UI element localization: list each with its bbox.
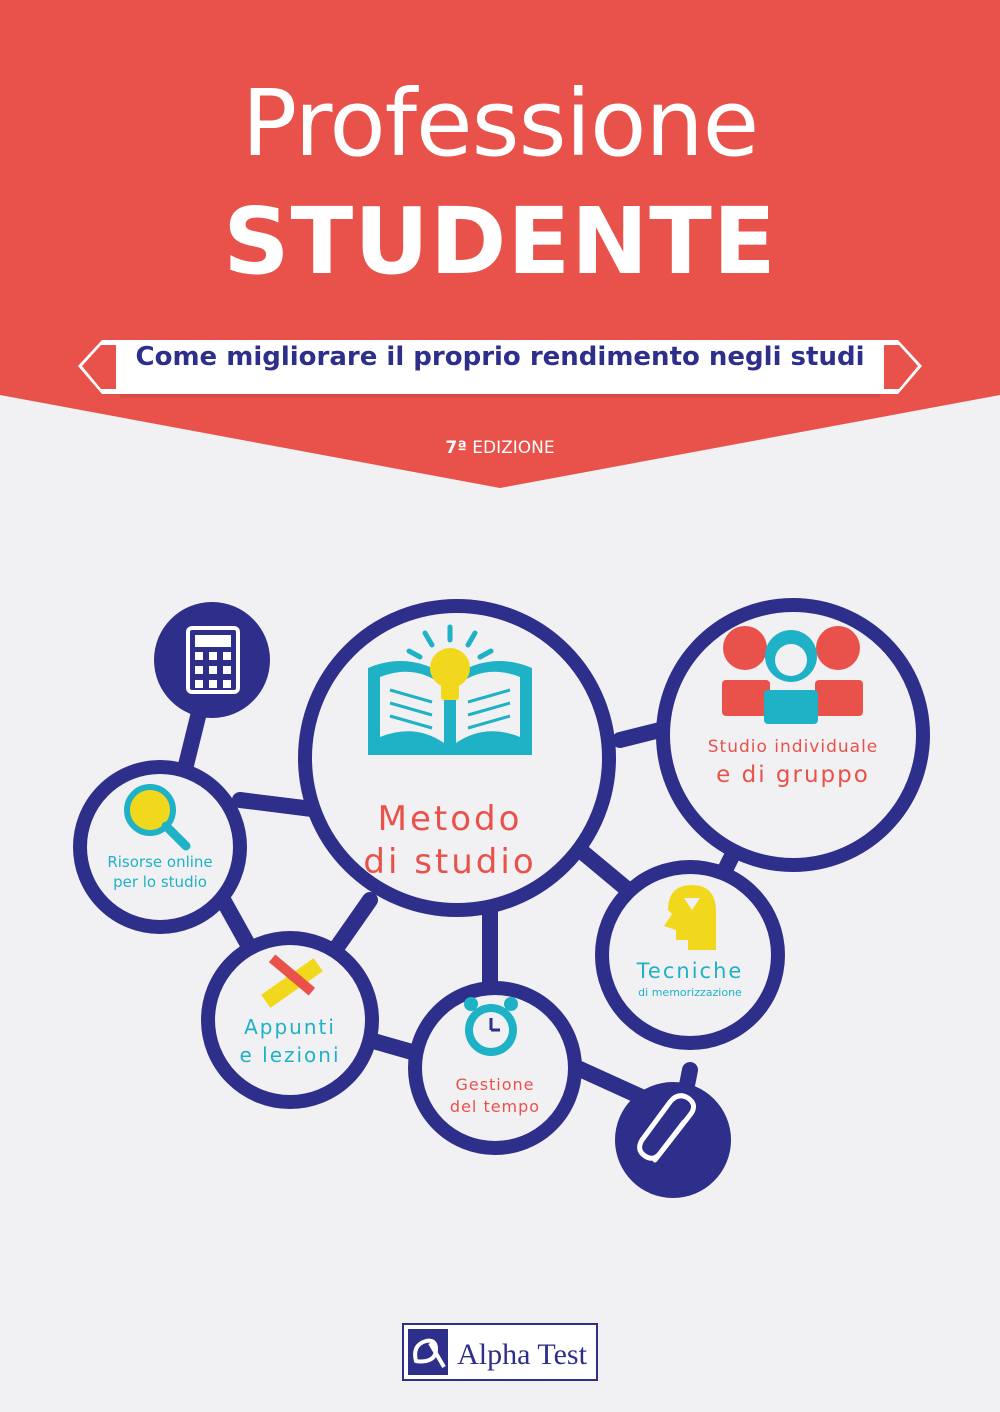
risorse-label-line2: per lo studio xyxy=(113,873,207,891)
gestione-label-line2: del tempo xyxy=(449,1097,541,1116)
tecniche-label-line2: di memorizzazione xyxy=(638,986,742,999)
edition-number: 7ª xyxy=(445,438,467,458)
study-method-diagram xyxy=(0,560,1000,1220)
studio-label-line2: e di gruppo xyxy=(716,762,870,788)
node-gestione xyxy=(415,988,575,1148)
edition-word: EDIZIONE xyxy=(472,438,555,458)
gestione-label-line1: Gestione xyxy=(455,1075,535,1094)
node-risorse-online xyxy=(80,767,240,927)
calculator-icon xyxy=(188,628,238,692)
node-metodo-di-studio xyxy=(305,606,609,910)
appunti-label-line2: e lezioni xyxy=(239,1043,341,1067)
node-studio-individuale xyxy=(663,605,923,865)
center-label-line2: di studio xyxy=(363,842,537,882)
node-tecniche xyxy=(602,867,778,1043)
edition-label xyxy=(0,440,1000,457)
alpha-test-logo xyxy=(402,1323,598,1381)
node-paperclip xyxy=(615,1082,731,1198)
node-appunti xyxy=(208,938,372,1102)
publisher-name: Alpha Test xyxy=(457,1338,587,1371)
appunti-label-line1: Appunti xyxy=(244,1015,336,1039)
subtitle: Come migliorare il proprio rendimento negli studi xyxy=(135,342,865,372)
alarm-clock-icon xyxy=(464,997,518,1056)
studio-label-line1: Studio individuale xyxy=(707,737,879,757)
center-label-line1: Metodo xyxy=(377,799,523,839)
risorse-label-line1: Risorse online xyxy=(107,853,213,871)
title-studente: STUDENTE xyxy=(223,188,777,295)
node-calculator xyxy=(154,602,270,718)
title-professione: Professione xyxy=(241,70,759,177)
tecniche-label-line1: Tecniche xyxy=(636,959,744,983)
